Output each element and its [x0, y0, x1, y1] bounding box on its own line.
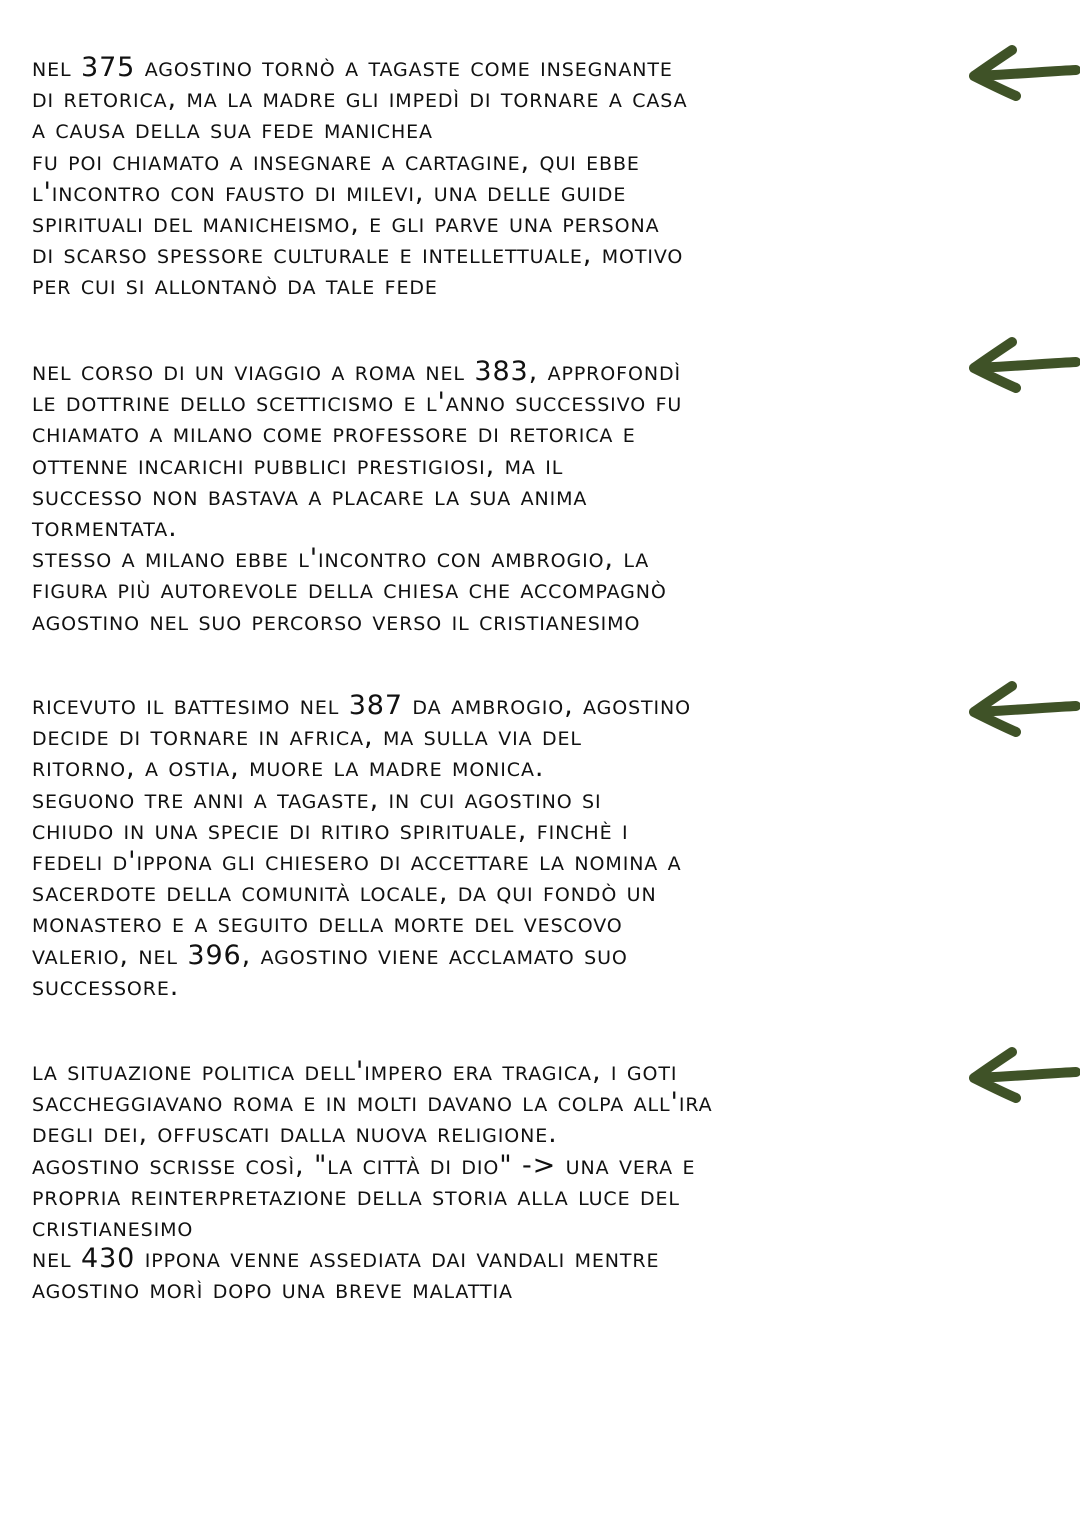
text-line: spirituali del manicheismo, e gli parve una persona	[32, 208, 660, 240]
text-line: successo non bastava a placare la sua anima	[32, 480, 588, 512]
paragraph-block-1	[32, 52, 932, 302]
text-line: cristianesimo	[32, 1212, 194, 1244]
left-arrow-icon	[962, 680, 1080, 740]
text-line: le dottrine dello scetticismo e l'anno successivo fu	[32, 387, 683, 419]
text-line: stesso a milano ebbe l'incontro con ambrogio, la	[32, 543, 650, 575]
text-line: degli dei, offuscati dalla nuova religione.	[32, 1118, 558, 1150]
text-line: a causa della sua fede manichea	[32, 114, 433, 146]
text-line: nel 375 agostino tornò a tagaste come insegnante	[32, 52, 673, 83]
text-line: di scarso spessore culturale e intellettuale, motivo	[32, 239, 684, 271]
text-line: valerio, nel 396, agostino viene acclamato suo	[32, 939, 628, 971]
text-line: sacerdote della comunità locale, da qui fondò un	[32, 877, 657, 909]
text-line: chiudo in una specie di ritiro spirituale, finchè i	[32, 814, 629, 846]
left-arrow-icon	[962, 1046, 1080, 1106]
text-line: l'incontro con fausto di milevi, una delle guide	[32, 176, 627, 208]
left-arrow-icon	[962, 336, 1080, 396]
text-line: saccheggiavano roma e in molti davano la colpa all'ira	[32, 1087, 713, 1119]
text-line: nel 430 ippona venne assediata dai vandali mentre	[32, 1243, 660, 1275]
text-line: figura più autorevole della chiesa che accompagnò	[32, 574, 667, 606]
text-line: ritorno, a ostia, muore la madre monica.	[32, 752, 545, 784]
paragraph-block-2	[32, 356, 932, 637]
text-line: nel corso di un viaggio a roma nel 383, approfondì	[32, 356, 681, 387]
text-line: agostino scrisse così, "la città di dio" -> una vera e	[32, 1149, 696, 1181]
text-line: ottenne incarichi pubblici prestigiosi, ma il	[32, 449, 564, 481]
left-arrow-icon	[962, 44, 1080, 104]
text-line: di retorica, ma la madre gli impedì di tornare a casa	[32, 83, 688, 115]
text-line: per cui si allontanò da tale fede	[32, 270, 438, 302]
text-line: ricevuto il battesimo nel 387 da ambrogio, agostino	[32, 690, 692, 721]
text-line: tormentata.	[32, 512, 178, 544]
paragraph-block-4	[32, 1056, 932, 1306]
paragraph-block-3	[32, 690, 932, 1002]
text-line: fedeli d'ippona gli chiesero di accettare la nomina a	[32, 846, 682, 878]
text-line: successore.	[32, 970, 180, 1002]
text-line: seguono tre anni a tagaste, in cui agostino si	[32, 783, 602, 815]
text-line: propria reinterpretazione della storia alla luce del	[32, 1180, 680, 1212]
text-line: agostino morì dopo una breve malattia	[32, 1274, 513, 1306]
text-line: chiamato a milano come professore di retorica e	[32, 418, 636, 450]
text-line: fu poi chiamato a insegnare a cartagine, qui ebbe	[32, 145, 640, 177]
text-line: agostino nel suo percorso verso il cristianesimo	[32, 605, 641, 637]
text-line: la situazione politica dell'impero era tragica, i goti	[32, 1056, 678, 1087]
text-line: decide di tornare in africa, ma sulla via del	[32, 721, 582, 753]
text-line: monastero e a seguito della morte del vescovo	[32, 908, 623, 940]
